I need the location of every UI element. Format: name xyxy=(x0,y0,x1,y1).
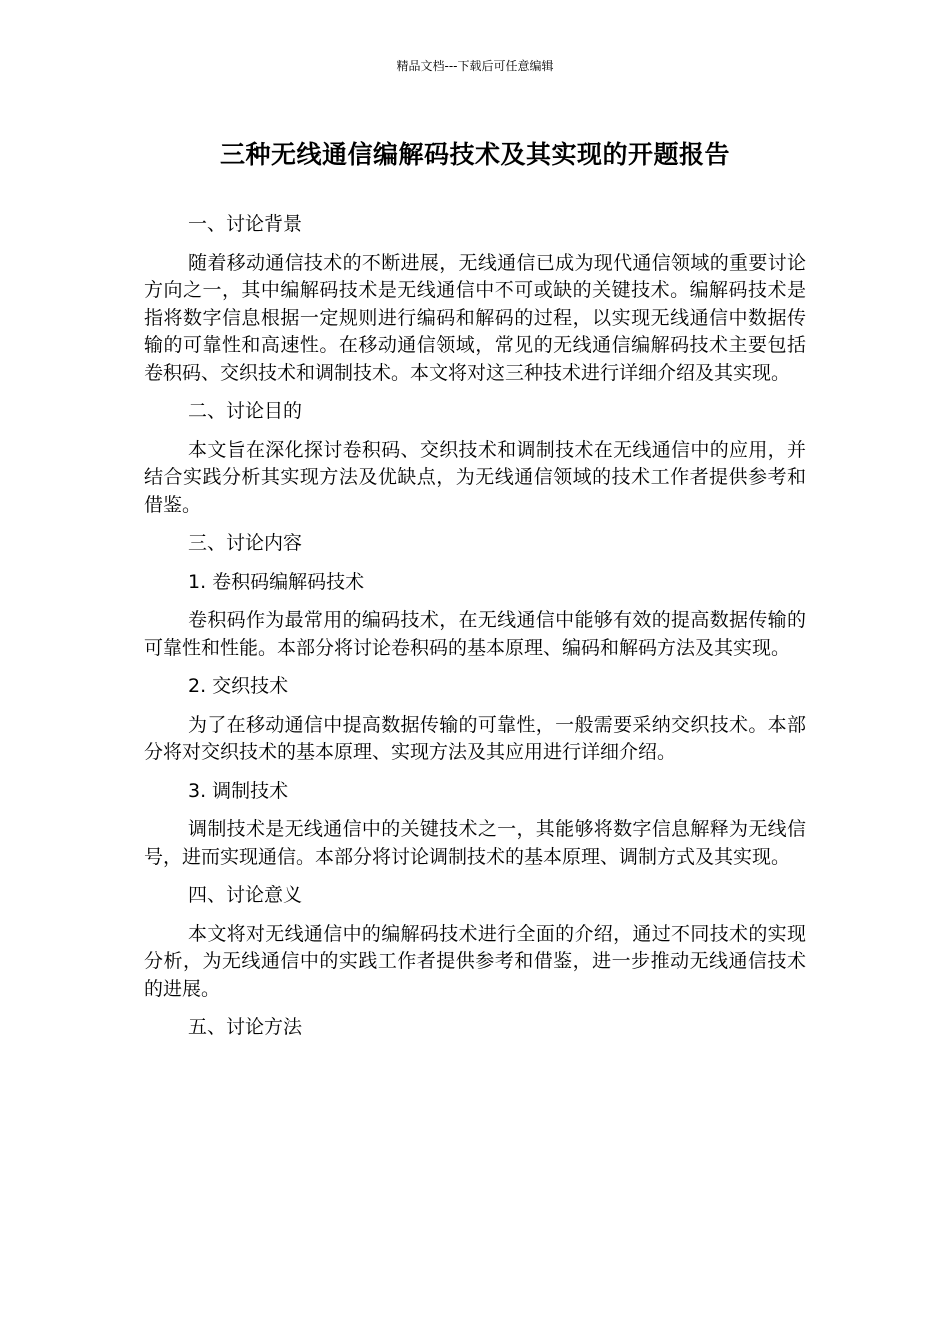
paragraph-background: 随着移动通信技术的不断进展，无线通信已成为现代通信领域的重要讨论方向之一，其中编解码技术是无线通信中不可或缺的关键技术。编解码技术是指将数字信息根据一定规则进行编码和解码的过程，以实现无线通信中数据传输的可靠性和高速性。在移动通信领域，常见的无线通信编解码技术主要包括卷积码、交织技术和调制技术。本文将对这三种技术进行详细介绍及其实现。 xyxy=(144,251,806,384)
section-heading-significance: 四、讨论意义 xyxy=(188,884,303,906)
paragraph-convolutional: 卷积码作为最常用的编码技术，在无线通信中能够有效的提高数据传输的可靠性和性能。本部分将讨论卷积码的基本原理、编码和解码方法及其实现。 xyxy=(144,609,806,659)
document-title: 三种无线通信编解码技术及其实现的开题报告 xyxy=(219,140,730,169)
section-heading-content: 三、讨论内容 xyxy=(188,532,303,554)
subsection-heading-modulation: 3. 调制技术 xyxy=(188,779,289,802)
paragraph-interleaving: 为了在移动通信中提高数据传输的可靠性，一般需要采纳交织技术。本部分将对交织技术的基本原理、实现方法及其应用进行详细介绍。 xyxy=(144,713,806,763)
section-heading-background: 一、讨论背景 xyxy=(188,213,303,235)
document-body xyxy=(144,211,806,1053)
subsection-heading-convolutional: 1. 卷积码编解码技术 xyxy=(188,570,365,593)
paragraph-significance: 本文将对无线通信中的编解码技术进行全面的介绍，通过不同技术的实现分析，为无线通信中的实践工作者提供参考和借鉴，进一步推动无线通信技术的进展。 xyxy=(144,922,806,1000)
paragraph-purpose: 本文旨在深化探讨卷积码、交织技术和调制技术在无线通信中的应用，并结合实践分析其实现方法及优缺点，为无线通信领域的技术工作者提供参考和借鉴。 xyxy=(144,438,806,516)
section-heading-purpose: 二、讨论目的 xyxy=(188,400,303,422)
section-heading-method: 五、讨论方法 xyxy=(188,1016,303,1038)
header-note: 精品文档---下载后可任意编辑 xyxy=(396,59,554,73)
subsection-heading-interleaving: 2. 交织技术 xyxy=(188,675,289,697)
paragraph-modulation: 调制技术是无线通信中的关键技术之一，其能够将数字信息解释为无线信号，进而实现通信。本部分将讨论调制技术的基本原理、调制方式及其实现。 xyxy=(144,818,806,868)
